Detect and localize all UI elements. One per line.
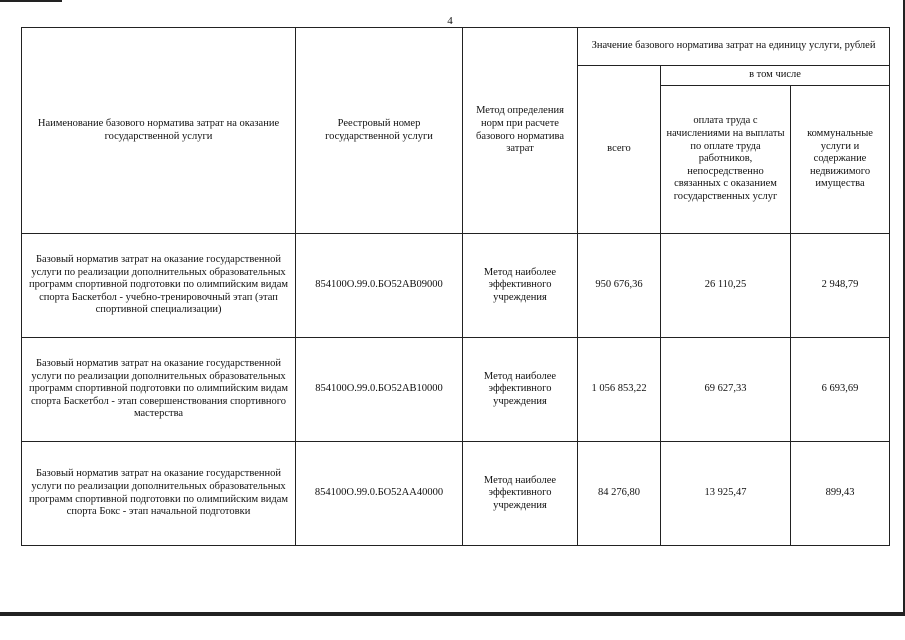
row-total-cell: 950 676,36 <box>578 234 661 338</box>
header-method: Метод определения норм при расчете базового норматива затрат <box>463 28 578 234</box>
row-name-cell: Базовый норматив затрат на оказание государственной услуги по реализации дополнительных образовательных программ спортивной подготовки по олимпийским видам спорта Бокс - этап начальной подготовки <box>22 442 296 546</box>
scan-edge-top <box>0 0 62 2</box>
header-labor: оплата труда с начислениями на выплаты по оплате труда работников, непосредственно связанных с оказанием государственных услуг <box>661 86 791 234</box>
header-value-group: Значение базового норматива затрат на единицу услуги, рублей <box>578 28 890 66</box>
table-row <box>22 442 890 546</box>
row-name-cell: Базовый норматив затрат на оказание государственной услуги по реализации дополнительных образовательных программ спортивной подготовки по олимпийским видам спорта Баскетбол - этап совершенствования спортивного мастерства <box>22 338 296 442</box>
row-utilities-cell: 6 693,69 <box>791 338 890 442</box>
header-name: Наименование базового норматива затрат на оказание государственной услуги <box>22 28 296 234</box>
header-row-1 <box>22 28 890 66</box>
header-total: всего <box>578 66 661 234</box>
page-number: 4 <box>447 15 453 27</box>
row-labor-cell: 69 627,33 <box>661 338 791 442</box>
row-name-cell: Базовый норматив затрат на оказание государственной услуги по реализации дополнительных образовательных программ спортивной подготовки по олимпийским видам спорта Баскетбол - учебно-тренировочный этап (этап спортивной специализации) <box>22 234 296 338</box>
table-row <box>22 338 890 442</box>
cost-norms-table <box>21 27 890 546</box>
row-utilities-cell: 899,43 <box>791 442 890 546</box>
table-row <box>22 234 890 338</box>
row-method-cell: Метод наиболее эффективного учреждения <box>463 338 578 442</box>
row-labor-cell: 26 110,25 <box>661 234 791 338</box>
row-total-cell: 1 056 853,22 <box>578 338 661 442</box>
header-including: в том числе <box>661 66 890 86</box>
row-method-cell: Метод наиболее эффективного учреждения <box>463 442 578 546</box>
header-registry: Реестровый номер государственной услуги <box>296 28 463 234</box>
row-method-cell: Метод наиболее эффективного учреждения <box>463 234 578 338</box>
row-utilities-cell: 2 948,79 <box>791 234 890 338</box>
scan-edge-bottom <box>0 612 905 616</box>
row-registry-cell: 854100О.99.0.БО52АА40000 <box>296 442 463 546</box>
header-utilities: коммунальные услуги и содержание недвижимого имущества <box>791 86 890 234</box>
row-labor-cell: 13 925,47 <box>661 442 791 546</box>
row-total-cell: 84 276,80 <box>578 442 661 546</box>
row-registry-cell: 854100О.99.0.БО52АВ09000 <box>296 234 463 338</box>
row-registry-cell: 854100О.99.0.БО52АВ10000 <box>296 338 463 442</box>
